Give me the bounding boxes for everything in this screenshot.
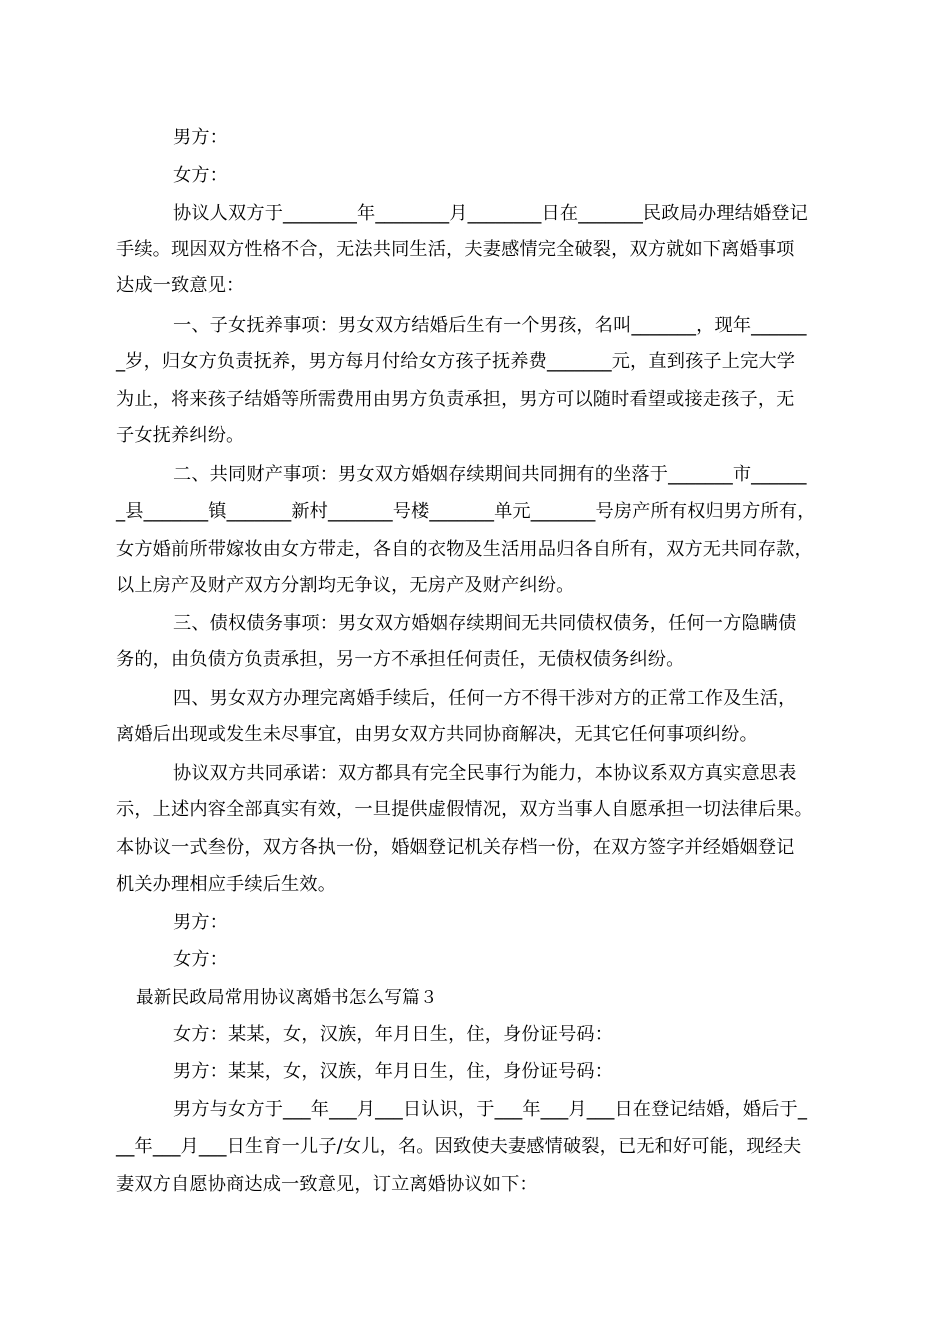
signature-male-1: 男方： [173, 127, 229, 148]
clause-4-line-1: 四、男女双方办理完离婚手续后，任何一方不得干涉对方的正常工作及生活， [173, 688, 797, 709]
clause-2-line-1: 二、共同财产事项：男女双方婚姻存续期间共同拥有的坐落于_______市______ [173, 464, 807, 485]
paragraph-intro-line-2: 手续。现因双方性格不合，无法共同生活，夫妻感情完全破裂，双方就如下离婚事项 [116, 239, 795, 260]
clause-3-line-2: 务的，由负债方负责承担，另一方不承担任何责任，无债权债务纠纷。 [116, 649, 685, 670]
clause-1-line-4: 子女抚养纠纷。 [116, 425, 245, 446]
signature-female-2: 女方： [173, 949, 229, 970]
background-line-3: 妻双方自愿协商达成一致意见，订立离婚协议如下： [116, 1174, 538, 1195]
commitment-line-1: 协议双方共同承诺：双方都具有完全民事行为能力，本协议系双方真实意思表 [173, 763, 797, 784]
clause-3-line-1: 三、债权债务事项：男女双方婚姻存续期间无共同债权债务，任何一方隐瞒债 [173, 613, 797, 634]
commitment-line-2: 示，上述内容全部真实有效，一旦提供虚假情况，双方当事人自愿承担一切法律后果。 [116, 799, 813, 820]
paragraph-intro-line-3: 达成一致意见： [116, 275, 245, 296]
signature-male-2: 男方： [173, 912, 229, 933]
commitment-line-3: 本协议一式叁份，双方各执一份，婚姻登记机关存档一份，在双方签字并经婚姻登记 [116, 837, 795, 858]
paragraph-intro-line-1: 协议人双方于________年________月________日在_______民政局办理结婚登记 [173, 203, 808, 224]
clause-4-line-2: 离婚后出现或发生未尽事宜，由男女双方共同协商解决，无其它任何事项纠纷。 [116, 724, 758, 745]
clause-2-line-4: 以上房产及财产双方分割均无争议，无房产及财产纠纷。 [116, 575, 575, 596]
commitment-line-4: 机关办理相应手续后生效。 [116, 874, 337, 895]
clause-2-line-3: 女方婚前所带嫁妆由女方带走，各自的衣物及生活用品归各自所有，双方无共同存款， [116, 539, 813, 560]
party-female-info: 女方：某某，女，汉族，年月日生，住，身份证号码： [173, 1024, 614, 1045]
clause-1-line-2: _岁，归女方负责抚养，男方每月付给女方孩子抚养费_______元，直到孩子上完大学 [116, 351, 796, 372]
signature-female-1: 女方： [173, 165, 229, 186]
section-heading: 最新民政局常用协议离婚书怎么写篇３ [136, 988, 438, 1008]
party-male-info: 男方：某某，女，汉族，年月日生，住，身份证号码： [173, 1061, 614, 1082]
background-line-1: 男方与女方于___年___月___日认识，于___年___月___日在登记结婚，婚后于_ [173, 1099, 808, 1120]
clause-1-line-1: 一、子女抚养事项：男女双方结婚后生有一个男孩，名叫_______，现年______ [173, 315, 807, 336]
background-line-2: __年___月___日生育一儿子/女儿，名。因致使夫妻感情破裂，已无和好可能，现经夫 [116, 1136, 802, 1157]
clause-2-line-2: _县_______镇_______新村_______号楼_______单元_______号房产所有权归男方所有， [116, 501, 816, 522]
clause-1-line-3: 为止，将来孩子结婚等所需费用由男方负责承担，男方可以随时看望或接走孩子，无 [116, 389, 795, 410]
